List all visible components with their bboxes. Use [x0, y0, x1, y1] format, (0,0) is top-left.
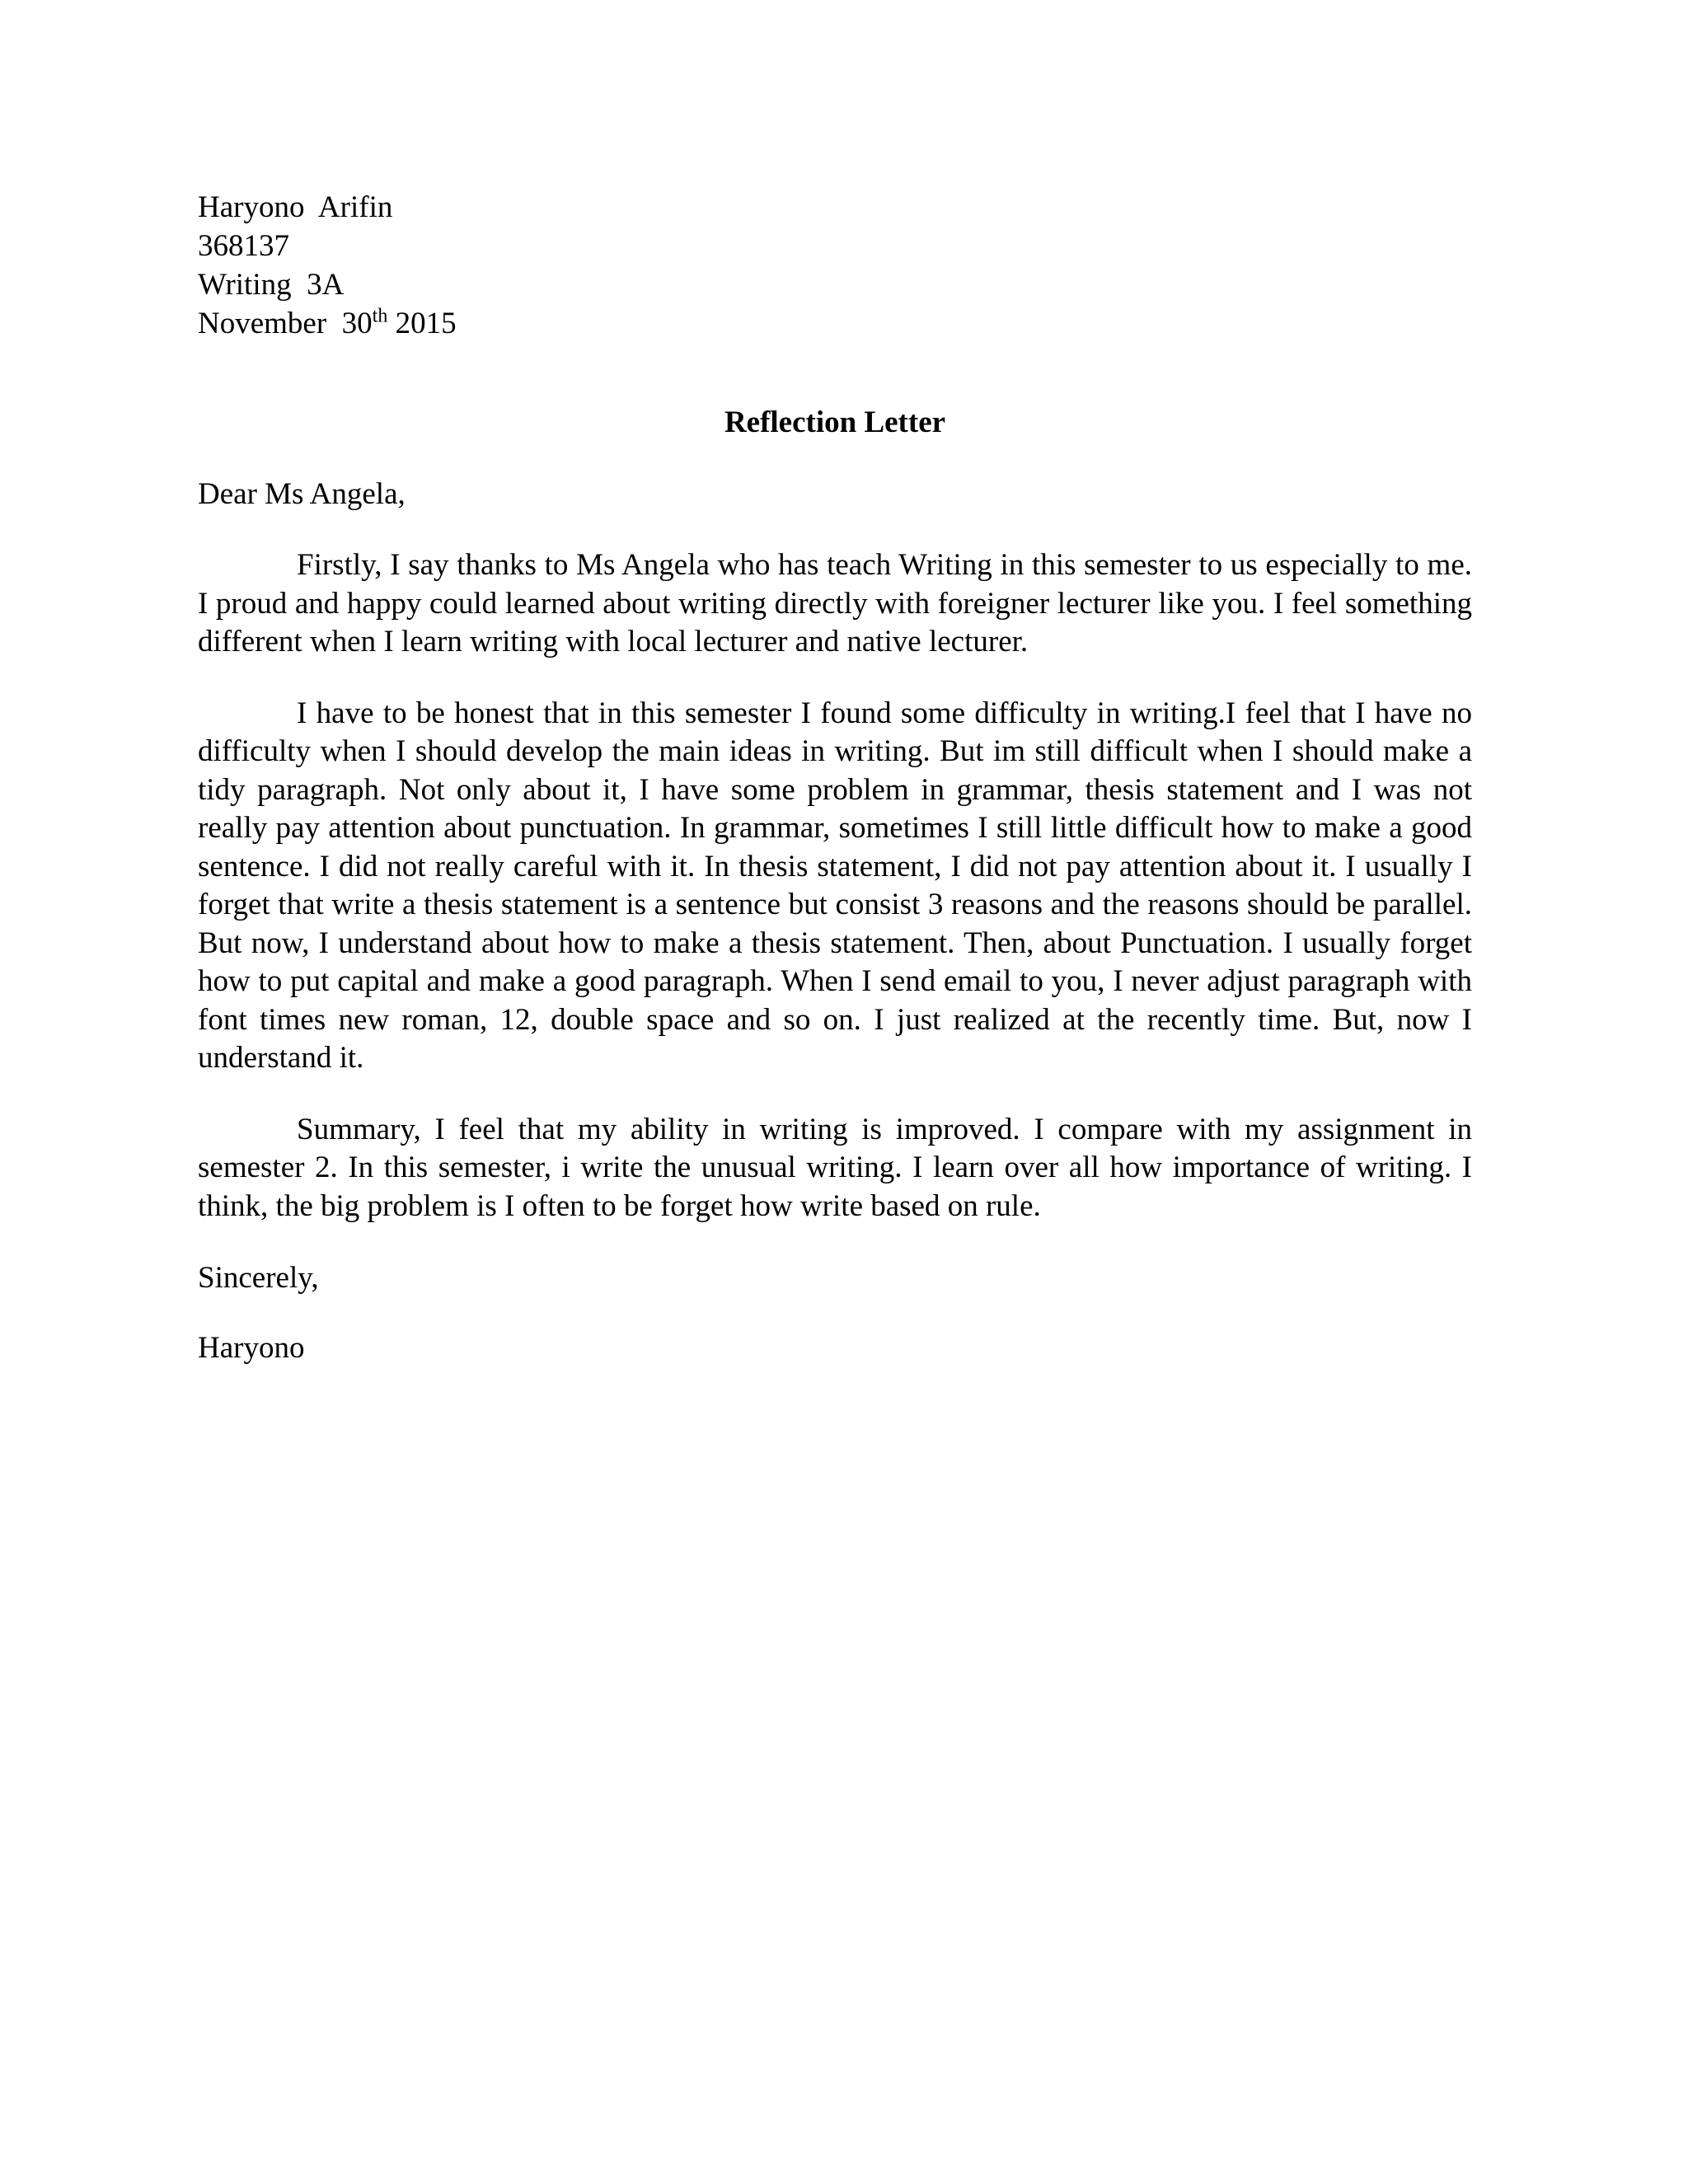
paragraph-1: Firstly, I say thanks to Ms Angela who has teach Writing in this semester to us especially to me. I proud and happy could learned about writing directly with foreigner lecturer like you. I feel something different when I learn writing with local lecturer and native lecturer.	[198, 548, 1472, 658]
letter-title: Reflection Letter	[724, 405, 946, 439]
paragraph-2: I have to be honest that in this semester I found some difficulty in writing.I feel that I have no difficulty when I should develop the main ideas in writing. But im still difficult when I should make a tidy paragraph. Not only about it, I have some problem in grammar, thesis statement and I was not really pay attention about punctuation. In grammar, sometimes I still little difficult how to make a good sentence. I did not really careful with it. In thesis statement, I did not pay attention about it. I usually I forget that write a thesis statement is a sentence but consist 3 reasons and the reasons should be parallel. But now, I understand about how to make a thesis statement. Then, about Punctuation. I usually forget how to put capital and make a good paragraph. When I send email to you, I never adjust paragraph with font times new roman, 12, double space and so on. I just realized at the recently time. But, now I understand it.	[198, 696, 1472, 1075]
closing: Sincerely,	[198, 1261, 319, 1295]
date-prefix: November 30	[198, 307, 373, 340]
letter-date	[198, 304, 1472, 343]
sender-name: Haryono Arifin	[198, 190, 393, 224]
student-id: 368137	[198, 229, 289, 263]
date-ordinal-suffix: th	[372, 305, 388, 327]
paragraph-3: Summary, I feel that my ability in writing is improved. I compare with my assignment in semester 2. In this semester, i write the unusual writing. I learn over all how importance of writing. I think, the big problem is I often to be forget how write based on rule.	[198, 1112, 1472, 1223]
date-year: 2015	[387, 307, 457, 340]
letter-body	[198, 188, 1472, 1367]
signature: Haryono	[198, 1331, 305, 1365]
salutation: Dear Ms Angela,	[198, 477, 406, 511]
sender-header	[198, 188, 1472, 343]
course-name: Writing 3A	[198, 268, 345, 302]
